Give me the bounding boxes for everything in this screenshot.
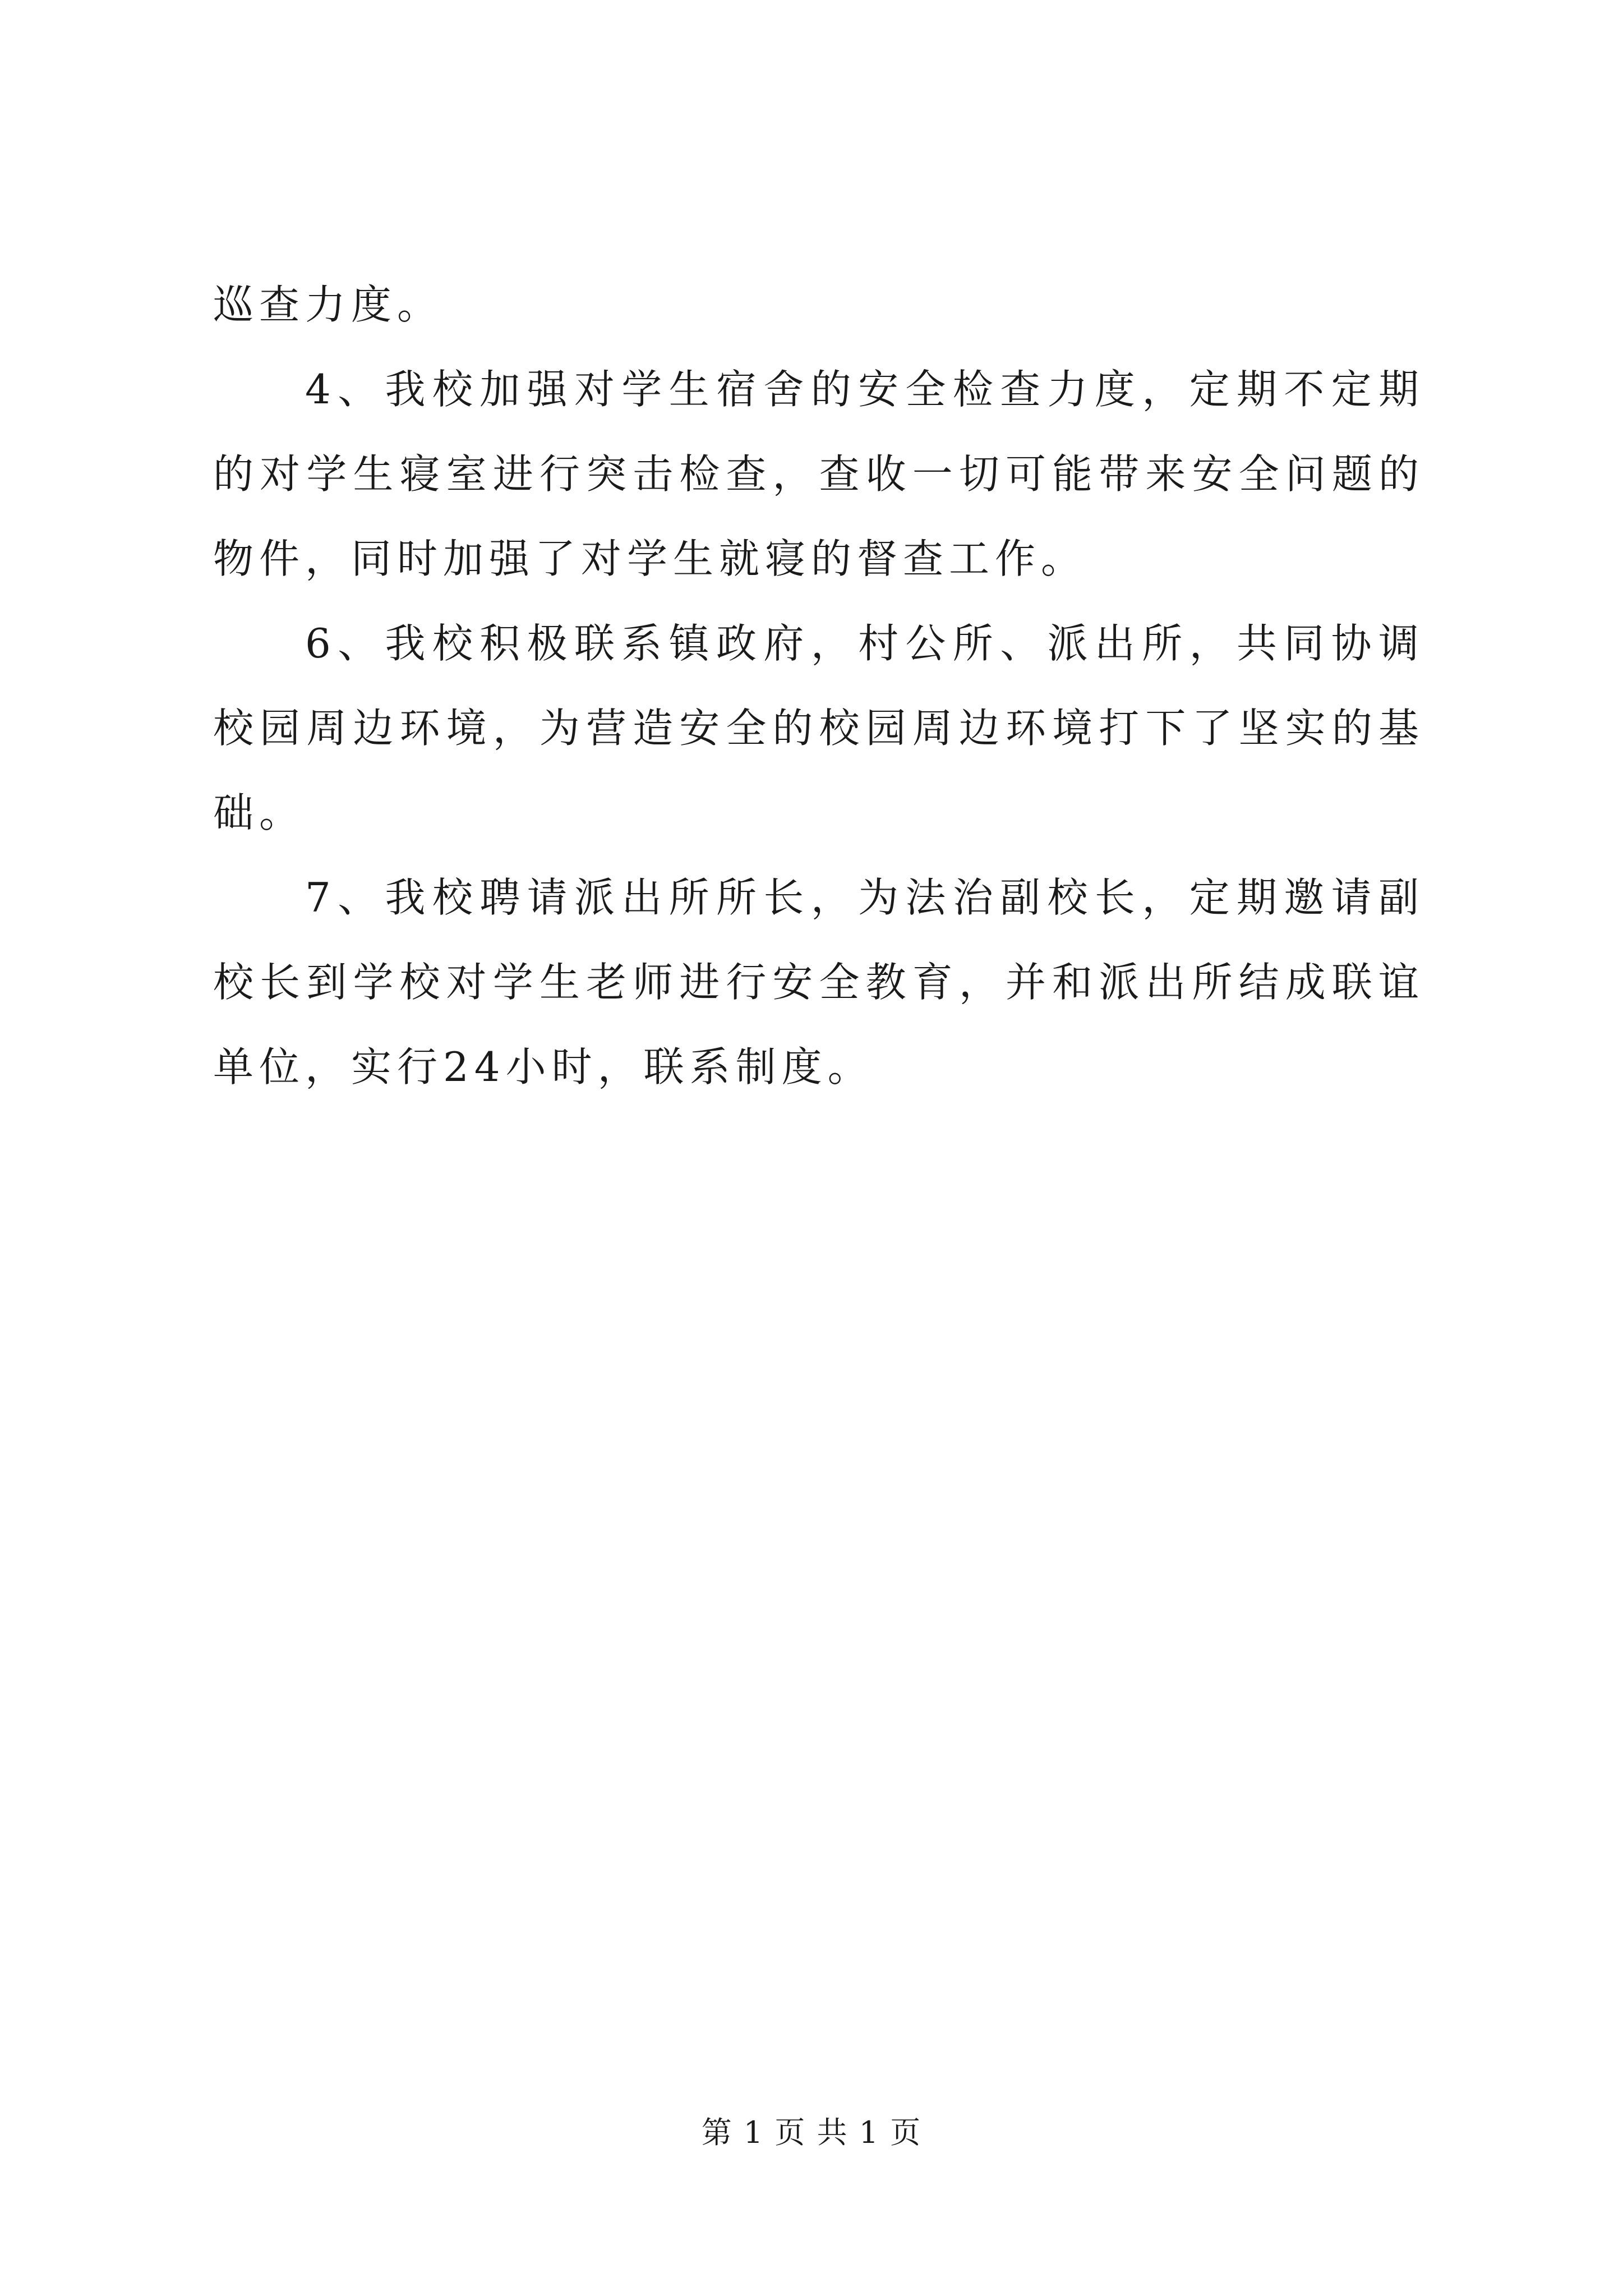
paragraph-continuation: 巡查力度。 — [213, 281, 444, 328]
paragraph-item-4: 4、我校加强对学生宿舍的安全检查力度，定期不定期的对学生寝室进行突击检查，查收一切可能带来安全问题的物件，同时加强了对学生就寝的督查工作。 — [213, 366, 1424, 582]
paragraph-item-6: 6、我校积极联系镇政府，村公所、派出所，共同协调校园周边环境，为营造安全的校园周边环境打下了坚实的基础。 — [213, 620, 1424, 836]
document-body — [213, 263, 1424, 1110]
paragraph-item-7: 7、我校聘请派出所所长，为法治副校长，定期邀请副校长到学校对学生老师进行安全教育，并和派出所结成联谊单位，实行24小时，联系制度。 — [213, 874, 1424, 1091]
page-number-footer: 第 1 页 共 1 页 — [701, 2115, 922, 2150]
